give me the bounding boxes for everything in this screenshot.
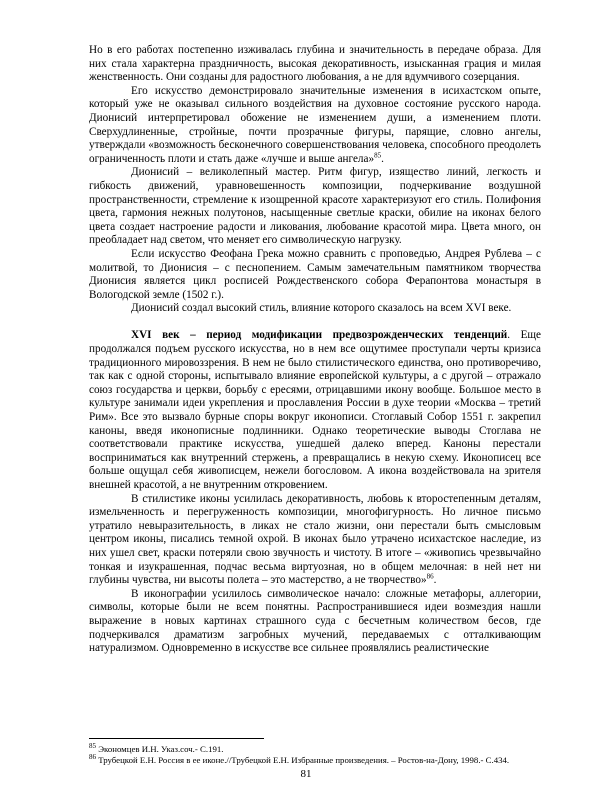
- footnotes: [89, 744, 549, 766]
- paragraph-text: Дионисий создал высокий стиль, влияние которого сказалось на всем XVI веке.: [131, 302, 512, 315]
- paragraph: Его искусство демонстрировало значительные изменения в исихастском опыте, который уже не оказывал сильного воздействия на духовное состояние русского народа. Дионисий интерпретировал обожение не изменением души, а изменением плоти. Сверхудлиненные, стройные, почти прозрачные фигуры, парящие, словно ангелы, утверждали «возможность бесконечного совершенствования человека, способного преодолеть ограниченность плоти и стать даже «лучше и выше ангела»$^{85}$.: [89, 84, 541, 165]
- section-lead: XVI век – период модификации предвозрожденческих тенденций: [131, 329, 508, 342]
- paragraph-text: Его искусство демонстрировало значительные изменения в исихастском опыте, который уже не оказывал сильного воздействия на духовное состояние русского народа. Дионисий интерпретировал обожение не изменением души, а изменением плоти. Сверхудлиненные, стройные, почти прозрачные фигуры, парящие, словно ангелы, утверждали «возможность бесконечного совершенствования человека, способного преодолеть ограниченность плоти и стать даже «лучше и выше ангела»: [89, 84, 541, 165]
- paragraph-text: . Еще продолжался подъем русского искусства, но в нем все ощутимее проступали черты кризиса традиционного мировоззрения. В нем не было стилистического единства, оно противоречиво, так как с одной стороны, испытывало влияние европейской культуры, а с другой – отражало союз государства и церкви, борьбу с ересями, отрицавшими икону вообще. Большое место в культуре занимали идеи укрепления и прославления России в духе теории «Москва – третий Рим». Все это вызвало бурные споры вокруг иконописи. Стоглавый Собор 1551 г. закрепил каноны, введя иконописные подлинники. Однако теоретические выводы Стоглава не соответствовали практике искусства, ушедшей далеко вперед. Каноны перестали восприниматься как внутренний стержень, а превращались в некую схему. Иконописец все больше ощущал себя живописцем, нежели богословом. А икона воздействовала на зрителя внешней красотой, а не внутренним откровением.: [89, 329, 541, 491]
- paragraph: В стилистике иконы усилилась декоративность, любовь к второстепенным деталям, измельченность и перегруженность композиции, многофигурность. Но личное письмо утратило невыразительность, в ликах не стало жизни, они перестали быть смысловым центром иконы, писались темной охрой. В иконах было утрачено исихастское наследие, из них ушел свет, краски потеряли свою звучность и чистоту. В итоге – «живопись чрезвычайно тонкая и изукрашенная, подчас весьма виртуозная, но в общем мелочная: в ней нет ни глубины чувства, ни высоты полета – это мастерство, а не творчество»$^{86}$.: [89, 492, 541, 587]
- paragraph: [89, 588, 541, 656]
- paragraph-text: Но в его работах постепенно изживалась глубина и значительность в передаче образа. Для них стала характерна праздничность, высокая декоративность, изысканная грация и милая женственность. Они созданы для радостного любования, а не для вдумчивого созерцания.: [89, 44, 541, 84]
- body-text: [89, 44, 541, 656]
- footnote: [89, 744, 549, 755]
- paragraph-text: Дионисий – великолепный мастер. Ритм фигур, изящество линий, легкость и гибкость движений, уравновешенность композиции, подчеркивание воздушной пространственности, стремление к изощренной красоте характеризуют его стиль. Полифония цвета, гармония нежных полутонов, насыщенные светлые краски, обилие на иконах белого цвета создает настроение радости и ликования, любование красотой мира. Цвета много, он преобладает над светом, что меняет его символическую нагрузку.: [89, 166, 541, 247]
- paragraph: [89, 166, 541, 248]
- paragraph-text: В стилистике иконы усилилась декоративность, любовь к второстепенным деталям, измельченность и перегруженность композиции, многофигурность. Но личное письмо утратило невыразительность, в ликах не стало жизни, они перестали быть смысловым центром иконы, писались темной охрой. В иконах было утрачено исихастское наследие, из них ушел свет, краски потеряли свою звучность и чистоту. В итоге – «живопись чрезвычайно тонкая и изукрашенная, подчас весьма виртуозная, но в общем мелочная: в ней нет ни глубины чувства, ни высоты полета – это мастерство, а не творчество»: [89, 492, 541, 587]
- paragraph: [89, 302, 541, 316]
- footnote-text: Трубецкой Е.Н. Россия в ее иконе.//Трубецкой Е.Н. Избранные произведения. – Ростов-на-Дону, 1998.- С.434.: [96, 755, 510, 765]
- footnote-text: Экономцев И.Н. Указ.соч.- С.191.: [96, 744, 224, 754]
- footnote-ref[interactable]: 85: [374, 151, 382, 160]
- footnote-ref[interactable]: 86: [426, 572, 434, 581]
- paragraph-spacer: [89, 316, 541, 330]
- footnote-divider: [89, 738, 264, 739]
- paragraph-text: Если искусство Феофана Грека можно сравнить с проповедью, Андрея Рублева – с молитвой, то Дионисия – с песнопением. Самым замечательным памятником творчества Дионисия является цикл росписей Рождественского собора Ферапонтова монастыря в Вологодской земле (1502 г.).: [89, 247, 541, 301]
- paragraph: [89, 248, 541, 302]
- paragraph: [89, 329, 541, 492]
- paragraph: [89, 44, 541, 85]
- footnote-mark: 86: [89, 753, 96, 762]
- page-number: 81: [300, 768, 312, 780]
- paragraph-text: В иконографии усилилось символическое начало: сложные метафоры, аллегории, символы, которые были не всем понятны. Распространившиеся идеи возмездия нашли выражение в новых картинах страшного суда с бесчетным количеством бесов, где подчеркивался драматизм загробных мучений, передаваемых с отталкивающим натурализмом. Одновременно в искусстве все сильнее проявлялись реалистические: [89, 587, 541, 655]
- footnote: [89, 755, 549, 766]
- footnote-mark: 85: [89, 742, 96, 751]
